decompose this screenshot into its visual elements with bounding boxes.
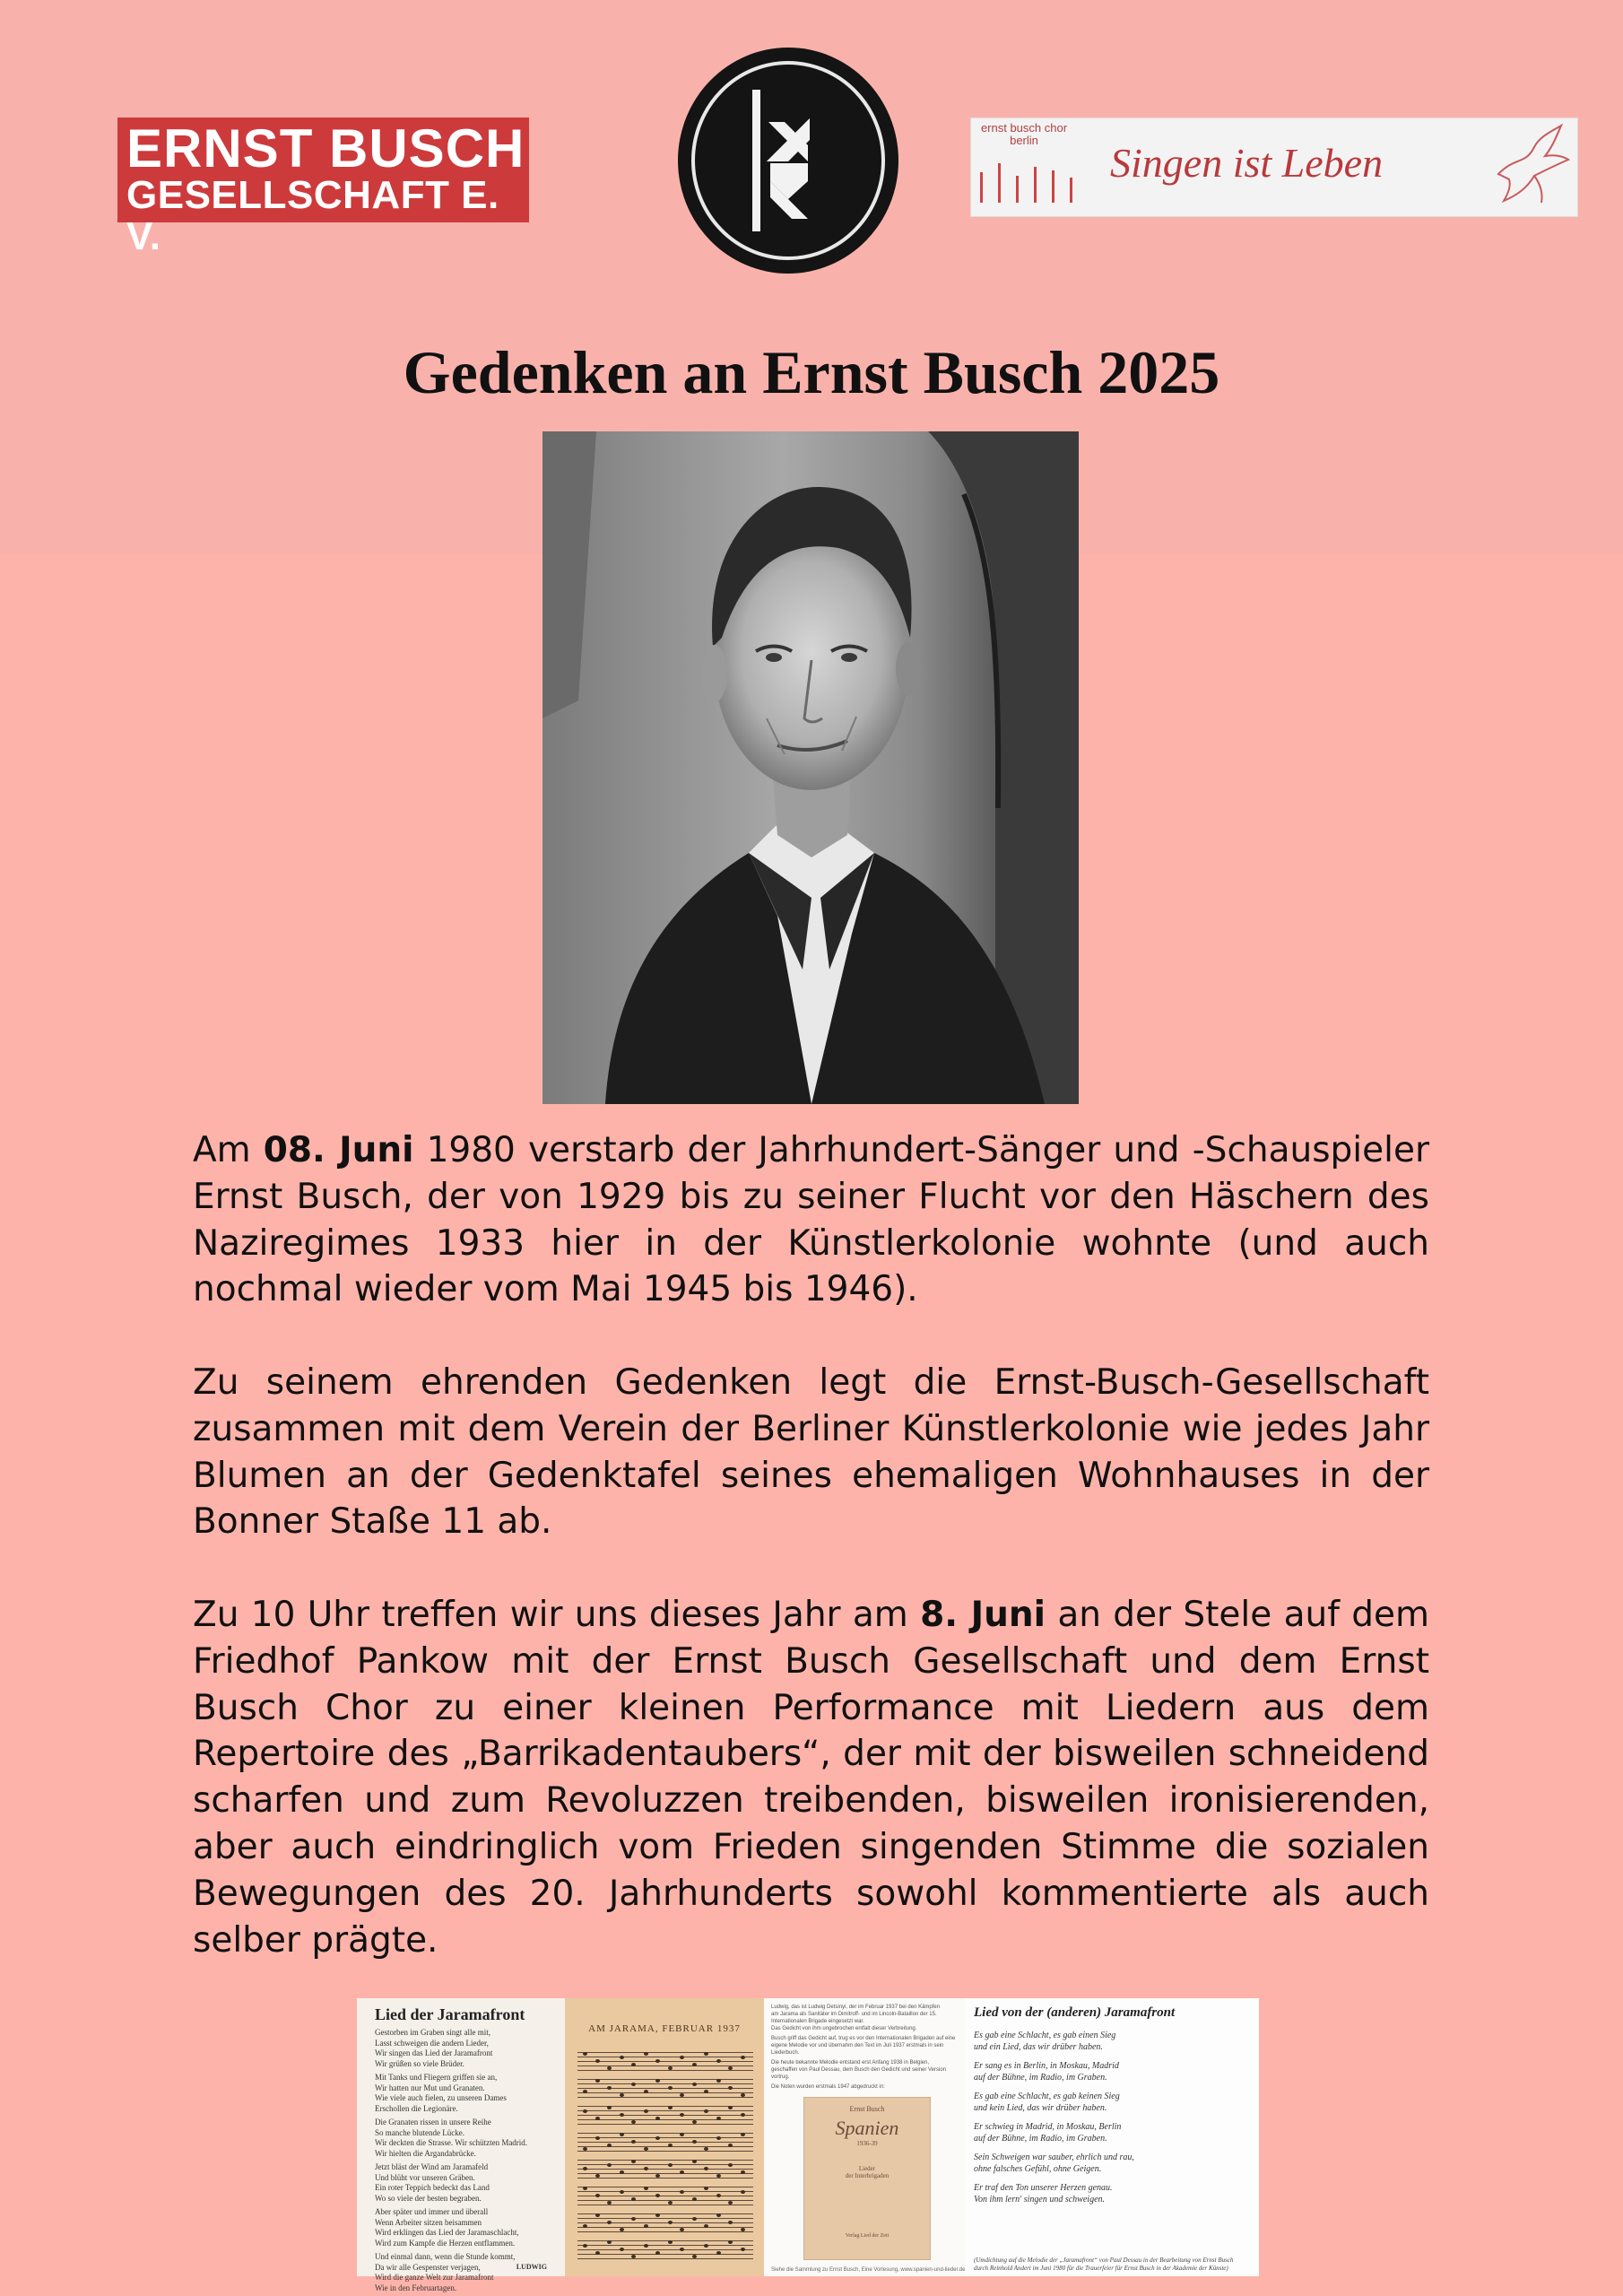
- lyrics-footnote: [974, 2257, 1233, 2273]
- music-note: [631, 2217, 636, 2221]
- music-note: [644, 2147, 648, 2151]
- music-note: [668, 2086, 673, 2090]
- history-note-panel: [764, 1998, 965, 2276]
- ernst-busch-chor-logo[interactable]: [970, 117, 1578, 217]
- music-note: [741, 2113, 745, 2117]
- music-note: [668, 2221, 673, 2224]
- music-note: [704, 2109, 708, 2113]
- stanza-line: und ein Lied, das wir drüber haben.: [974, 2042, 1103, 2052]
- music-note: [644, 2244, 648, 2248]
- music-note: [644, 2224, 648, 2228]
- music-note: [644, 2090, 648, 2093]
- stanza-line: und kein Lied, das wir drüber haben.: [974, 2103, 1107, 2113]
- music-note: [607, 2066, 612, 2070]
- music-note: [644, 2187, 648, 2190]
- stanza-line: Er sang es in Berlin, in Moskau, Madrid: [974, 2061, 1119, 2071]
- music-note: [692, 2160, 697, 2163]
- lyrics-line: Da wir alle Gespenster verjagen,: [375, 2262, 481, 2272]
- lyrics-line: Wir singen das Lied der Jaramafront: [375, 2048, 493, 2057]
- lyrics-lines: [357, 2028, 565, 2293]
- k-emblem-logo: [677, 47, 899, 274]
- note-line: Die Noten wurden erstmals 1947 abgedruckt in:: [771, 2084, 885, 2090]
- death-date: 08. Juni: [263, 1130, 414, 1170]
- music-staff: [577, 2052, 753, 2072]
- music-note: [704, 2052, 708, 2056]
- music-note: [631, 2255, 636, 2258]
- stanza: [965, 2182, 1259, 2205]
- footnote-line: (Umdichtung auf die Melodie der „Jaramafront“ von Paul Dessau in der Bearbeitung von Ernst Busch: [974, 2257, 1234, 2264]
- music-note: [680, 2228, 684, 2231]
- music-note: [620, 2113, 624, 2117]
- music-staff: [577, 2240, 753, 2260]
- lyrics-line: Und blüht vor unseren Gräben.: [375, 2172, 475, 2182]
- music-note: [655, 2174, 660, 2178]
- lyrics-line: Wird erklingen das Lied der Jaramaschlacht,: [375, 2228, 519, 2237]
- music-note: [655, 2136, 660, 2140]
- lyrics-line: So manche blutende Lücke.: [375, 2127, 464, 2137]
- music-note: [620, 2056, 624, 2059]
- logo-line-2: GESELLSCHAFT E. V.: [126, 173, 499, 258]
- history-note-text: [764, 1998, 965, 2091]
- music-note: [644, 2109, 648, 2113]
- music-note: [583, 2224, 587, 2228]
- music-note: [595, 2174, 600, 2178]
- lyrics-line: Wie viele auch fielen, zu unseren Dames: [375, 2093, 507, 2102]
- ernst-busch-portrait-photo: [542, 431, 1079, 1104]
- music-note: [728, 2221, 733, 2224]
- music-staff: [577, 2187, 753, 2206]
- music-note: [692, 2217, 697, 2221]
- music-note: [620, 2228, 624, 2231]
- note-line: Ludwig, das ist Ludwig Detsinyi, der im Februar 1937 bei den Kämpfen: [771, 2005, 941, 2010]
- stanza: [965, 2091, 1259, 2114]
- music-note: [607, 2106, 612, 2109]
- stanza-line: Es gab eine Schlacht, es gab keinen Sieg: [974, 2092, 1120, 2101]
- stanza: [965, 2152, 1259, 2175]
- p1-post: 1980 verstarb der Jahrhundert-Sänger und -Schauspieler Ernst Busch, der von 1929 bis zu seiner Flucht vor den Häschern des Naziregimes 1933 hier in der Künstlerkolonie wohnte (und auch nochmal wieder vom Mai 1945 bis 1946).: [193, 1130, 1429, 1310]
- dove-icon: [1489, 120, 1572, 210]
- music-note: [620, 2133, 624, 2136]
- music-note: [583, 2187, 587, 2190]
- booklet-title: Spanien: [835, 2117, 899, 2139]
- spanien-booklet-cover: [803, 2097, 931, 2260]
- music-note: [620, 2170, 624, 2174]
- music-note: [741, 2170, 745, 2174]
- lyrics-line: Lasst schweigen die andern Lieder,: [375, 2038, 489, 2048]
- music-note: [668, 2163, 673, 2167]
- stanza: [965, 2121, 1259, 2144]
- lyrics-line: Wenn Arbeiter sitzen beisammen: [375, 2217, 482, 2227]
- music-note: [607, 2086, 612, 2090]
- music-note: [716, 2174, 721, 2178]
- choir-name: [975, 122, 1073, 147]
- note-line: Die heute bekannte Melodie entstand erst Anfang 1938 in Belgien,: [771, 2060, 930, 2066]
- choir-name-line-2: berlin: [1010, 134, 1038, 147]
- song-collage-image: [357, 1998, 1259, 2292]
- music-note: [704, 2090, 708, 2093]
- music-note: [583, 2052, 587, 2056]
- music-note: [631, 2083, 636, 2086]
- music-note: [692, 2083, 697, 2086]
- music-note: [716, 2059, 721, 2063]
- booklet-author: Ernst Busch: [849, 2105, 885, 2113]
- music-note: [680, 2093, 684, 2097]
- music-note: [728, 2144, 733, 2147]
- music-note: [644, 2167, 648, 2170]
- music-note: [595, 2136, 600, 2140]
- choir-name-line-1: ernst busch chor: [980, 121, 1068, 135]
- paragraph-death-date: [193, 1127, 1429, 1313]
- music-note: [595, 2059, 600, 2063]
- music-note: [668, 2106, 673, 2109]
- music-note: [595, 2251, 600, 2255]
- music-note: [741, 2248, 745, 2251]
- music-note: [716, 2251, 721, 2255]
- note-line: Busch griff das Gedicht auf, trug es vor den Internationalen Brigaden auf eine: [771, 2036, 956, 2041]
- lyrics-line: Wird die ganze Welt zur Jaramafront: [375, 2273, 494, 2282]
- note-line: Das Gedicht von ihm ungebrochen entfalt dieser Verbreitung.: [771, 2026, 917, 2031]
- music-note: [655, 2079, 660, 2083]
- lyrics-line: Mit Tanks und Fliegern griffen sie an,: [375, 2073, 498, 2082]
- music-staff: [577, 2079, 753, 2099]
- music-note: [595, 2079, 600, 2083]
- music-note: [595, 2213, 600, 2217]
- music-note: [668, 2240, 673, 2244]
- music-note: [704, 2187, 708, 2190]
- lyrics-line: Wir hatten nur Mut und Granaten.: [375, 2083, 485, 2092]
- music-note: [728, 2201, 733, 2205]
- lyrics-line: Und einmal dann, wenn die Stunde kommt,: [375, 2252, 516, 2261]
- music-note: [631, 2063, 636, 2066]
- music-note: [583, 2244, 587, 2248]
- music-note: [595, 2117, 600, 2120]
- lyrics-line: Gestorben im Graben singt alle mit,: [375, 2028, 490, 2037]
- booklet-publisher: Verlag Lied der Zeit: [845, 2233, 890, 2239]
- music-note: [607, 2201, 612, 2205]
- music-note: [716, 2117, 721, 2120]
- article-body: [193, 1127, 1429, 1963]
- music-note: [680, 2113, 684, 2117]
- music-note: [655, 2117, 660, 2120]
- music-note: [716, 2194, 721, 2197]
- music-note: [620, 2190, 624, 2194]
- booklet-sub1: Lieder: [858, 2165, 876, 2172]
- lyrics-line: Die Granaten rissen in unsere Reihe: [375, 2118, 491, 2126]
- logo-line-1: ERNST BUSCH: [126, 118, 525, 178]
- music-note: [668, 2066, 673, 2070]
- music-note: [692, 2140, 697, 2144]
- music-note: [607, 2163, 612, 2167]
- p1-pre: Am: [193, 1130, 264, 1170]
- footnote-line: durch Reinhold Andert im Juni 1980 für die Trauerfeier für Ernst Busch in der Akademie der Künste): [974, 2265, 1228, 2272]
- music-note: [741, 2056, 745, 2059]
- lyrics-line: Ein roter Teppich bedeckt das Land: [375, 2183, 490, 2192]
- music-note: [583, 2109, 587, 2113]
- music-note: [668, 2201, 673, 2205]
- lyrics-panel-andere-jaramafront: [965, 1998, 1259, 2276]
- music-note: [607, 2221, 612, 2224]
- music-note: [716, 2136, 721, 2140]
- booklet-years: 1936-39: [856, 2140, 878, 2147]
- choir-tagline: Singen ist Leben: [1110, 140, 1384, 186]
- lyrics-heading: Lied der Jaramafront: [375, 2005, 525, 2023]
- lyrics-line: Wo so viele der besten begraben.: [375, 2193, 482, 2203]
- ernst-busch-gesellschaft-logo[interactable]: [117, 117, 529, 258]
- note-line: eigene Melodie vor und übernahm den Text im Juli 1937 erstmals in sein: [771, 2043, 944, 2048]
- lyrics-line: Erschollen die Legionäre.: [375, 2103, 458, 2113]
- lyrics-signature: LUDWIG: [516, 2263, 547, 2271]
- stanza-line: Sein Schweigen war sauber, ehrlich und rau,: [974, 2152, 1134, 2162]
- lyrics-panel-jaramafront: [357, 1998, 565, 2292]
- music-note: [631, 2160, 636, 2163]
- music-note: [692, 2197, 697, 2201]
- organ-pipes-icon: [978, 154, 1077, 204]
- music-note: [728, 2106, 733, 2109]
- lyrics-heading-2: Lied von der (anderen) Jaramafront: [974, 2005, 1176, 2020]
- paragraph-memorial: Zu seinem ehrenden Gedenken legt die Ernst-Busch-Gesellschaft zusammen mit dem Verein der Berliner Künstlerkolonie wie jedes Jahr Blumen an der Gedenktafel seines ehemaligen Wohnhauses in der Bonner Staße 11 ab.: [193, 1361, 1429, 1543]
- lyrics-line: Wie in den Februartagen.: [375, 2283, 457, 2292]
- music-note: [680, 2248, 684, 2251]
- music-note: [704, 2224, 708, 2228]
- music-staff: [577, 2106, 753, 2126]
- lyrics-line: Aber später und immer und überall: [375, 2207, 489, 2216]
- music-note: [620, 2248, 624, 2251]
- music-note: [668, 2144, 673, 2147]
- music-note: [692, 2255, 697, 2258]
- music-note: [655, 2194, 660, 2197]
- paragraph-meeting: [193, 1592, 1429, 1963]
- music-note: [631, 2140, 636, 2144]
- music-note: [741, 2190, 745, 2194]
- p3-post: an der Stele auf dem Friedhof Pankow mit der Ernst Busch Gesellschaft und dem Ernst Busch Chor zu einer kleinen Performance mit Liedern aus dem Repertoire des „Barrikadentaubers“, der mit der bisweilen schneidend scharfen und zum Revoluzzen treibenden, bisweilen ironisierenden, aber auch eindringlich vom Frieden singenden Stimme die sozialen Bewegungen des 20. Jahrhunderts sowohl kommentierte als auch selber prägte.: [193, 1594, 1429, 1961]
- stanza-line: auf der Bühne, im Radio, im Graben.: [974, 2134, 1107, 2144]
- music-note: [680, 2133, 684, 2136]
- note-line: Liederbuch.: [771, 2050, 800, 2056]
- music-note: [620, 2093, 624, 2097]
- note-line: Internationalen Brigade eingesetzt war.: [771, 2019, 864, 2024]
- meeting-date: 8. Juni: [920, 1594, 1046, 1635]
- music-note: [680, 2056, 684, 2059]
- music-note: [704, 2244, 708, 2248]
- note-line: geschaffen von Paul Dessau, dem Busch den Gedicht und seiner Version: [771, 2067, 947, 2073]
- music-note: [728, 2066, 733, 2070]
- stanza-line: Er traf den Ton unserer Herzen genau.: [974, 2183, 1113, 2193]
- p3-pre: Zu 10 Uhr treffen wir uns dieses Jahr am: [193, 1594, 921, 1635]
- stanza-line: Von ihm lern' singen und schweigen.: [974, 2195, 1106, 2205]
- lyrics-line: Wir grüßen so viele Brüder.: [375, 2058, 464, 2068]
- stanza-line: auf der Bühne, im Radio, im Graben.: [974, 2073, 1107, 2083]
- music-note: [595, 2194, 600, 2197]
- lyrics-line: Wird zum Kampfe die Herzen entflammen.: [375, 2238, 516, 2248]
- music-note: [655, 2213, 660, 2217]
- booklet-sub2: der Interbrigaden: [845, 2172, 890, 2179]
- note-line: vortrug.: [771, 2074, 790, 2080]
- music-note: [583, 2167, 587, 2170]
- stanza: [965, 2060, 1259, 2083]
- music-note: [680, 2170, 684, 2174]
- sheet-music-heading: AM JARAMA, FEBRUAR 1937: [588, 2023, 741, 2034]
- music-note: [631, 2120, 636, 2124]
- lyrics-stanzas: [965, 2030, 1259, 2205]
- music-note: [644, 2052, 648, 2056]
- music-note: [680, 2190, 684, 2194]
- stanza-line: ohne falsches Gefühl, ohne Geigen.: [974, 2164, 1102, 2174]
- music-staff: [577, 2213, 753, 2233]
- lyrics-line: Wir hielten die Argandabrücke.: [375, 2148, 476, 2158]
- music-note: [583, 2090, 587, 2093]
- music-note: [607, 2240, 612, 2244]
- history-note-footer: Siehe die Sammlung zu Ernst Busch, Eine Vorlesung, www.spanien-und-lieder.de: [771, 2267, 966, 2273]
- music-note: [655, 2059, 660, 2063]
- music-staff: [577, 2133, 753, 2152]
- music-note: [655, 2251, 660, 2255]
- sheet-music-panel: [565, 1998, 764, 2276]
- music-note: [607, 2144, 612, 2147]
- stanza-line: Er schwieg in Madrid, in Moskau, Berlin: [974, 2122, 1122, 2132]
- music-note: [716, 2079, 721, 2083]
- music-note: [692, 2063, 697, 2066]
- music-note: [583, 2147, 587, 2151]
- stanza: [965, 2030, 1259, 2053]
- music-note: [631, 2197, 636, 2201]
- stanza-line: Es gab eine Schlacht, es gab einen Sieg: [974, 2031, 1116, 2040]
- music-note: [741, 2093, 745, 2097]
- music-note: [741, 2133, 745, 2136]
- music-note: [704, 2147, 708, 2151]
- music-staff: [577, 2160, 753, 2179]
- page-title: Gedenken an Ernst Busch 2025: [403, 338, 1220, 406]
- note-line: am Jarama als Sanitäter im Dimitroff- und im Lincoln-Bataillon der 15.: [771, 2012, 937, 2017]
- music-note: [728, 2240, 733, 2244]
- music-note: [704, 2167, 708, 2170]
- lyrics-line: Jetzt bläst der Wind am Jaramafeld: [375, 2162, 489, 2171]
- music-note: [741, 2228, 745, 2231]
- music-note: [692, 2120, 697, 2124]
- music-note: [728, 2163, 733, 2167]
- lyrics-line: Wir deckten die Strasse. Wir schützten Madrid.: [375, 2138, 528, 2147]
- music-note: [728, 2086, 733, 2090]
- music-note: [716, 2213, 721, 2217]
